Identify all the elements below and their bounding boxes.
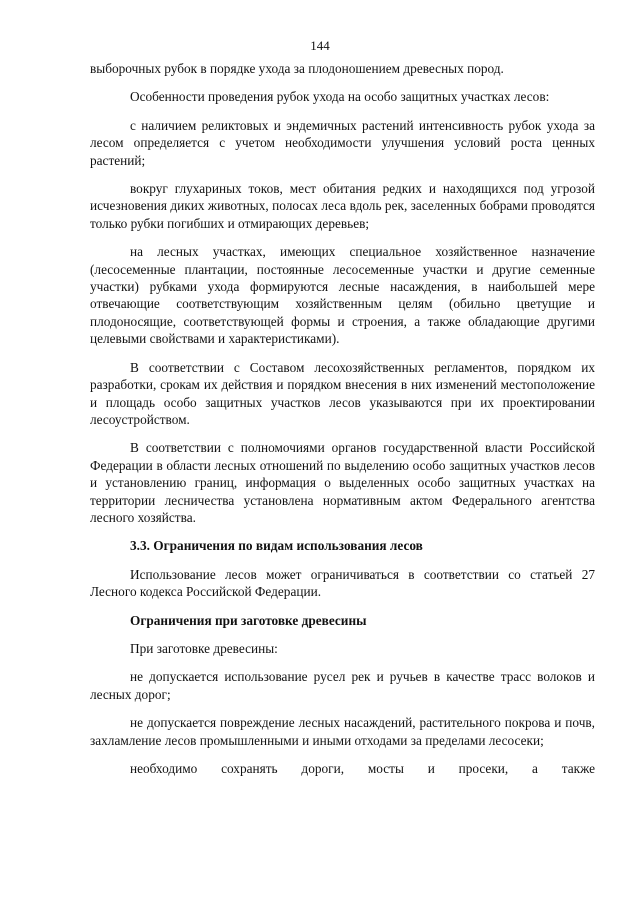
paragraph-11: не допускается повреждение лесных насаждений, растительного покрова и почв, захламление лесов промышленными и иными отходами за пределами лесосеки; — [90, 715, 595, 748]
paragraph-3: с наличием реликтовых и эндемичных растений интенсивность рубок ухода за лесом определяется с учетом необходимости улучшения условий роста ценных растений; — [90, 117, 595, 168]
paragraph-6: В соответствии с Составом лесохозяйственных регламентов, порядком их разработки, срокам их действия и порядком внесения в них изменений местоположение и площадь особо защитных участков лесов указываются при их проектировании лесоустройством. — [90, 359, 595, 427]
paragraph-10: не допускается использование русел рек и ручьев в качестве трасс волоков и лесных дорог; — [90, 669, 595, 702]
paragraph-8: Использование лесов может ограничиваться в соответствии со статьей 27 Лесного кодекса Российской Федерации. — [90, 566, 595, 600]
page-number: 144 — [310, 38, 330, 53]
paragraph-12: необходимо сохранять дороги, мосты и просеки, а также — [130, 761, 595, 776]
paragraph-7: В соответствии с полномочиями органов государственной власти Российской Федерации в области лесных отношений по выделению особо защитных участков лесов и установлению границ, информация о выделенных особо защитных участках на территории лесничества установлена нормативным актом Федерального агентства лесного хозяйства. — [90, 440, 595, 525]
paragraph-2: Особенности проведения рубок ухода на особо защитных участках лесов: — [130, 89, 550, 105]
subsection-heading: Ограничения при заготовке древесины — [130, 612, 367, 628]
section-heading: 3.3. Ограничения по видам использования лесов — [130, 538, 423, 554]
paragraph-4: вокруг глухариных токов, мест обитания редких и находящихся под угрозой исчезновения диких животных, полосах леса вдоль рек, заселенных бобрами проводятся только рубки погибших и отмирающих деревьев; — [90, 181, 595, 231]
paragraph-9: При заготовке древесины: — [130, 640, 278, 656]
paragraph-1: выборочных рубок в порядке ухода за плодоношением древесных пород. — [90, 61, 504, 76]
paragraph-5: на лесных участках, имеющих специальное хозяйственное назначение (лесосеменные плантации, постоянные лесосеменные участки и другие семенные участки) рубками ухода формируются лесные насаждения, в наибольшей мере отвечающие соответствующим хозяйственным целям (обильно цветущие и плодоносящие, соответствующей формы и строения, а также обладающие другими целевыми свойствами и характеристиками). — [90, 244, 595, 347]
page-content — [90, 60, 595, 788]
